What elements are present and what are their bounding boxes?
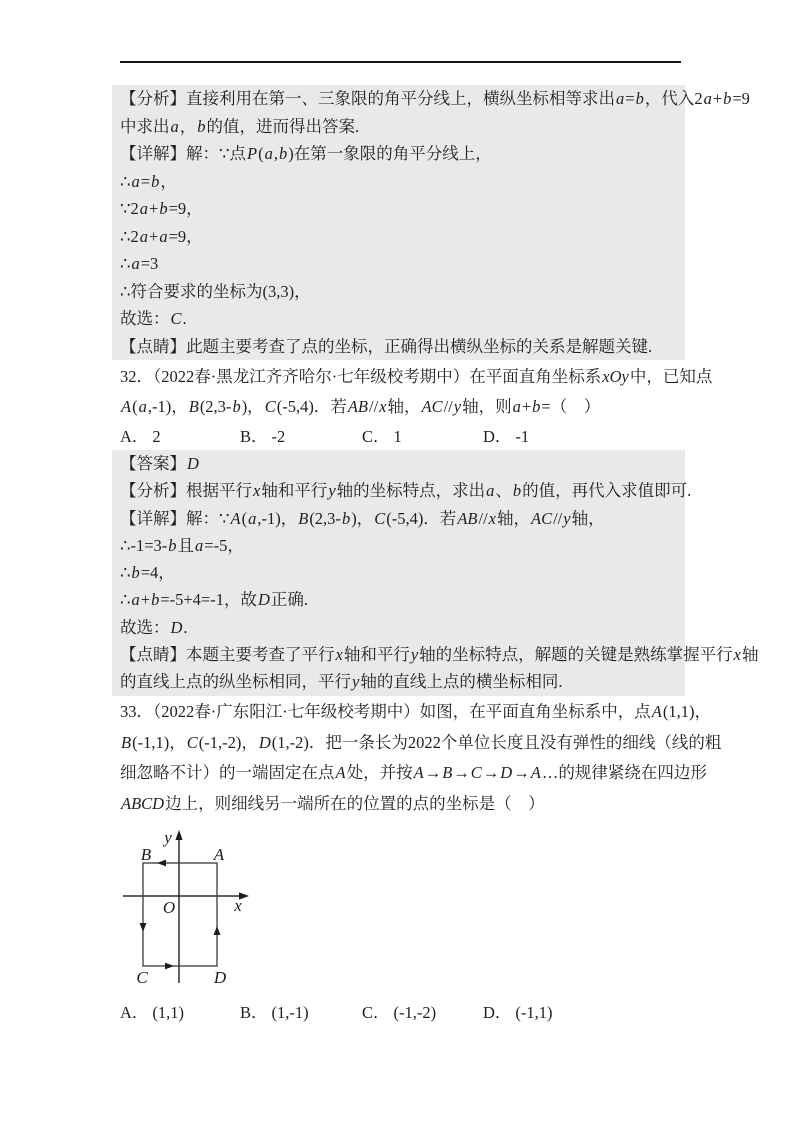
option-value: -1 [515, 427, 530, 446]
option-value: (-1,-2) [393, 1003, 437, 1022]
q31-solution-block [112, 85, 750, 360]
option-d [483, 1000, 681, 1026]
rectangle-abcd [143, 863, 217, 966]
answer-line: 【答案】D [120, 454, 199, 473]
option-a [120, 424, 240, 450]
label-y-axis: y [164, 828, 172, 847]
coordinate-figure-svg [110, 825, 262, 995]
question-stem-line: A(a,-1)，B(2,3-b)，C(-5,4)．若AB//x轴，AC//y轴，则a+b=（ ） [121, 397, 601, 416]
q33-stem [120, 697, 722, 819]
solution-line: ∴a=b， [120, 171, 177, 191]
solution-line: ∴2a+a=9， [120, 226, 203, 246]
y-axis-arrowhead-icon [175, 830, 182, 840]
option-label: A． [120, 1003, 149, 1022]
question-stem-line: 33．（2022春·广东阳江·七年级校考期中）如图，在平面直角坐标系中，点A(1,1)， [120, 702, 711, 721]
solution-line: 中求出a，b的值，进而得出答案. [120, 116, 360, 136]
option-label: C． [362, 427, 390, 446]
option-a [120, 1000, 240, 1026]
solution-line: 故选：D. [120, 617, 188, 637]
arrow-a-to-b-icon [157, 860, 166, 867]
option-label: A． [120, 427, 149, 446]
question-stem-line: 细忽略不计）的一端固定在点A处，并按A→B→C→D→A…的规律紧绕在四边形 [120, 763, 707, 782]
arrow-b-to-c-icon [140, 923, 147, 932]
option-label: D． [483, 1003, 512, 1022]
option-label: D． [483, 427, 512, 446]
option-d [483, 424, 681, 450]
option-value: (1,1) [152, 1003, 185, 1022]
coordinate-figure [110, 825, 262, 995]
label-x-axis: x [234, 896, 242, 915]
solution-line: 故选：C. [120, 309, 187, 328]
label-point-a: A [213, 845, 225, 864]
solution-line: 【分析】根据平行x轴和平行y轴的坐标特点，求出a、b的值，再代入求值即可. [120, 481, 692, 501]
label-origin: O [162, 898, 176, 917]
label-point-b: B [140, 845, 152, 864]
option-b [240, 424, 362, 450]
question-stem-line: 32．（2022春·黑龙江齐齐哈尔·七年级校考期中）在平面直角坐标系xOy中，已知点 [120, 367, 713, 386]
solution-line: ∴a+b=-5+4=-1，故D正确. [120, 590, 309, 610]
option-label: B． [240, 427, 268, 446]
option-c [362, 1000, 483, 1026]
header-rule [120, 61, 681, 63]
arrow-c-to-d-icon [165, 963, 174, 970]
option-label: B． [240, 1003, 268, 1022]
option-value: 1 [393, 427, 402, 446]
question-stem-line: ABCD边上，则细线另一端所在的位置的点的坐标是（ ） [121, 793, 545, 813]
solution-line: ∴-1=3-b且a=-5， [120, 535, 244, 555]
solution-line: 【点睛】本题主要考查了平行x轴和平行y轴的坐标特点，解题的关键是熟练掌握平行x轴 [120, 645, 759, 665]
question-stem-line: B(-1,1)，C(-1,-2)，D(1,-2)．把一条长为2022个单位长度且没有弹性的细线（线的粗 [121, 732, 722, 752]
q32-stem [120, 362, 713, 422]
option-value: (-1,1) [515, 1003, 553, 1022]
option-c [362, 424, 483, 450]
solution-line: 【详解】解：∵A(a,-1)，B(2,3-b)，C(-5,4)．若AB//x轴，AC//y轴， [120, 508, 605, 528]
solution-line: ∴a=3 [120, 254, 159, 273]
option-value: -2 [271, 427, 286, 446]
option-label: C． [362, 1003, 390, 1022]
solution-line: 的直线上点的纵坐标相同，平行y轴的直线上点的横坐标相同. [120, 672, 563, 692]
solution-line: 【分析】直接利用在第一、三象限的角平分线上，横纵坐标相等求出a=b，代入2a+b=9 [120, 89, 750, 108]
label-point-d: D [213, 968, 227, 987]
solution-line: 【点睛】此题主要考查了点的坐标，正确得出横纵坐标的关系是解题关键. [120, 336, 653, 356]
q33-options-row [120, 1000, 681, 1026]
q32-solution-block [112, 450, 759, 696]
label-point-c: C [136, 968, 148, 987]
option-value: 2 [152, 427, 161, 446]
arrow-d-to-a-icon [214, 926, 221, 935]
option-b [240, 1000, 362, 1026]
solution-line: ∴符合要求的坐标为(3,3)， [120, 281, 311, 301]
q32-options-row [120, 424, 681, 450]
solution-line: 【详解】解：∵点P(a,b)在第一象限的角平分线上， [120, 144, 492, 163]
solution-line: ∴b=4， [120, 563, 175, 583]
option-value: (1,-1) [271, 1003, 309, 1022]
solution-line: ∵2a+b=9， [120, 199, 203, 218]
